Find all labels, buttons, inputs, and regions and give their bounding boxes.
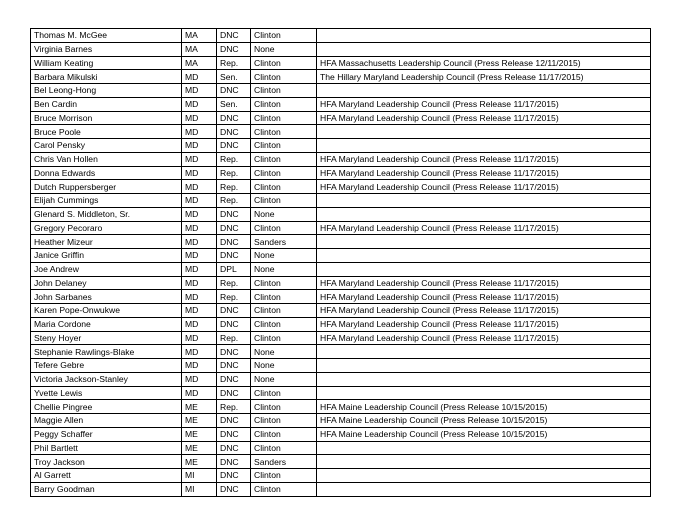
state-cell: MD bbox=[182, 235, 217, 249]
table-row bbox=[31, 304, 651, 318]
candidate-cell: Clinton bbox=[251, 469, 317, 483]
candidate-cell: Clinton bbox=[251, 139, 317, 153]
name-cell: Dutch Ruppersberger bbox=[31, 180, 182, 194]
table-row bbox=[31, 207, 651, 221]
role-cell: DNC bbox=[217, 125, 251, 139]
table-row bbox=[31, 414, 651, 428]
candidate-cell: Clinton bbox=[251, 276, 317, 290]
note-cell bbox=[317, 29, 651, 43]
candidate-cell: Clinton bbox=[251, 111, 317, 125]
name-cell: Maria Cordone bbox=[31, 317, 182, 331]
note-cell bbox=[317, 194, 651, 208]
state-cell: MD bbox=[182, 317, 217, 331]
note-cell: HFA Maryland Leadership Council (Press Release 11/17/2015) bbox=[317, 331, 651, 345]
name-cell: Gregory Pecoraro bbox=[31, 221, 182, 235]
table-row bbox=[31, 427, 651, 441]
name-cell: Steny Hoyer bbox=[31, 331, 182, 345]
state-cell: MI bbox=[182, 469, 217, 483]
candidate-cell: None bbox=[251, 249, 317, 263]
state-cell: MD bbox=[182, 70, 217, 84]
role-cell: DNC bbox=[217, 414, 251, 428]
state-cell: MD bbox=[182, 166, 217, 180]
role-cell: DNC bbox=[217, 317, 251, 331]
table-row bbox=[31, 469, 651, 483]
state-cell: MD bbox=[182, 139, 217, 153]
role-cell: Rep. bbox=[217, 194, 251, 208]
candidate-cell: None bbox=[251, 372, 317, 386]
table-row bbox=[31, 262, 651, 276]
state-cell: MD bbox=[182, 97, 217, 111]
note-cell bbox=[317, 84, 651, 98]
role-cell: DNC bbox=[217, 235, 251, 249]
note-cell bbox=[317, 359, 651, 373]
role-cell: Rep. bbox=[217, 331, 251, 345]
note-cell bbox=[317, 441, 651, 455]
note-cell bbox=[317, 372, 651, 386]
state-cell: ME bbox=[182, 455, 217, 469]
note-cell: HFA Maryland Leadership Council (Press Release 11/17/2015) bbox=[317, 317, 651, 331]
table-row bbox=[31, 455, 651, 469]
state-cell: MD bbox=[182, 359, 217, 373]
state-cell: MD bbox=[182, 207, 217, 221]
candidate-cell: Clinton bbox=[251, 221, 317, 235]
state-cell: MD bbox=[182, 290, 217, 304]
role-cell: DNC bbox=[217, 359, 251, 373]
role-cell: DNC bbox=[217, 455, 251, 469]
name-cell: Bruce Poole bbox=[31, 125, 182, 139]
candidate-cell: Clinton bbox=[251, 304, 317, 318]
state-cell: MA bbox=[182, 29, 217, 43]
role-cell: DNC bbox=[217, 111, 251, 125]
state-cell: MD bbox=[182, 276, 217, 290]
table-row bbox=[31, 152, 651, 166]
note-cell: HFA Maryland Leadership Council (Press Release 11/17/2015) bbox=[317, 97, 651, 111]
note-cell: The Hillary Maryland Leadership Council (Press Release 11/17/2015) bbox=[317, 70, 651, 84]
candidate-cell: Sanders bbox=[251, 455, 317, 469]
name-cell: Joe Andrew bbox=[31, 262, 182, 276]
name-cell: Thomas M. McGee bbox=[31, 29, 182, 43]
note-cell bbox=[317, 469, 651, 483]
candidate-cell: Clinton bbox=[251, 70, 317, 84]
name-cell: Tefere Gebre bbox=[31, 359, 182, 373]
state-cell: MD bbox=[182, 386, 217, 400]
candidate-cell: Clinton bbox=[251, 166, 317, 180]
candidate-cell: Clinton bbox=[251, 331, 317, 345]
candidate-cell: Clinton bbox=[251, 400, 317, 414]
state-cell: MD bbox=[182, 331, 217, 345]
name-cell: Karen Pope-Onwukwe bbox=[31, 304, 182, 318]
name-cell: Carol Pensky bbox=[31, 139, 182, 153]
state-cell: ME bbox=[182, 427, 217, 441]
role-cell: DNC bbox=[217, 386, 251, 400]
name-cell: Barbara Mikulski bbox=[31, 70, 182, 84]
role-cell: DNC bbox=[217, 345, 251, 359]
state-cell: ME bbox=[182, 441, 217, 455]
candidate-cell: Clinton bbox=[251, 97, 317, 111]
name-cell: John Sarbanes bbox=[31, 290, 182, 304]
role-cell: DNC bbox=[217, 139, 251, 153]
role-cell: DNC bbox=[217, 441, 251, 455]
table-row bbox=[31, 84, 651, 98]
note-cell bbox=[317, 482, 651, 496]
role-cell: DNC bbox=[217, 372, 251, 386]
table-row bbox=[31, 372, 651, 386]
state-cell: ME bbox=[182, 414, 217, 428]
table-row bbox=[31, 276, 651, 290]
candidate-cell: None bbox=[251, 207, 317, 221]
note-cell: HFA Maryland Leadership Council (Press Release 11/17/2015) bbox=[317, 221, 651, 235]
role-cell: DNC bbox=[217, 221, 251, 235]
note-cell: HFA Maryland Leadership Council (Press Release 11/17/2015) bbox=[317, 180, 651, 194]
note-cell: HFA Maryland Leadership Council (Press Release 11/17/2015) bbox=[317, 276, 651, 290]
state-cell: MD bbox=[182, 152, 217, 166]
candidate-cell: Clinton bbox=[251, 386, 317, 400]
name-cell: Phil Bartlett bbox=[31, 441, 182, 455]
state-cell: MD bbox=[182, 262, 217, 276]
candidate-cell: Clinton bbox=[251, 56, 317, 70]
role-cell: DNC bbox=[217, 29, 251, 43]
state-cell: MD bbox=[182, 194, 217, 208]
role-cell: DNC bbox=[217, 469, 251, 483]
note-cell bbox=[317, 42, 651, 56]
table-row bbox=[31, 235, 651, 249]
table-row bbox=[31, 97, 651, 111]
role-cell: Rep. bbox=[217, 152, 251, 166]
role-cell: Rep. bbox=[217, 400, 251, 414]
name-cell: Victoria Jackson-Stanley bbox=[31, 372, 182, 386]
name-cell: William Keating bbox=[31, 56, 182, 70]
note-cell: HFA Maryland Leadership Council (Press Release 11/17/2015) bbox=[317, 166, 651, 180]
role-cell: DNC bbox=[217, 84, 251, 98]
name-cell: John Delaney bbox=[31, 276, 182, 290]
note-cell: HFA Maryland Leadership Council (Press Release 11/17/2015) bbox=[317, 152, 651, 166]
table-row bbox=[31, 441, 651, 455]
table-row bbox=[31, 359, 651, 373]
state-cell: MI bbox=[182, 482, 217, 496]
table-row bbox=[31, 29, 651, 43]
note-cell bbox=[317, 345, 651, 359]
candidate-cell: Clinton bbox=[251, 427, 317, 441]
name-cell: Yvette Lewis bbox=[31, 386, 182, 400]
state-cell: MD bbox=[182, 84, 217, 98]
candidate-cell: None bbox=[251, 42, 317, 56]
candidate-cell: None bbox=[251, 359, 317, 373]
name-cell: Peggy Schaffer bbox=[31, 427, 182, 441]
name-cell: Ben Cardin bbox=[31, 97, 182, 111]
table-row bbox=[31, 221, 651, 235]
name-cell: Janice Griffin bbox=[31, 249, 182, 263]
candidate-cell: Sanders bbox=[251, 235, 317, 249]
state-cell: MD bbox=[182, 372, 217, 386]
candidate-cell: Clinton bbox=[251, 152, 317, 166]
table-row bbox=[31, 331, 651, 345]
table-row bbox=[31, 139, 651, 153]
state-cell: MD bbox=[182, 180, 217, 194]
note-cell bbox=[317, 249, 651, 263]
role-cell: Rep. bbox=[217, 166, 251, 180]
name-cell: Barry Goodman bbox=[31, 482, 182, 496]
table-row bbox=[31, 56, 651, 70]
role-cell: DNC bbox=[217, 42, 251, 56]
table-row bbox=[31, 317, 651, 331]
note-cell bbox=[317, 125, 651, 139]
role-cell: DNC bbox=[217, 304, 251, 318]
role-cell: Rep. bbox=[217, 180, 251, 194]
candidate-cell: Clinton bbox=[251, 290, 317, 304]
name-cell: Chellie Pingree bbox=[31, 400, 182, 414]
note-cell bbox=[317, 235, 651, 249]
candidate-cell: Clinton bbox=[251, 180, 317, 194]
state-cell: MD bbox=[182, 304, 217, 318]
name-cell: Heather Mizeur bbox=[31, 235, 182, 249]
candidate-cell: Clinton bbox=[251, 29, 317, 43]
state-cell: MD bbox=[182, 249, 217, 263]
candidate-cell: Clinton bbox=[251, 414, 317, 428]
candidate-cell: Clinton bbox=[251, 317, 317, 331]
role-cell: Rep. bbox=[217, 276, 251, 290]
superdelegate-table bbox=[30, 28, 651, 497]
table-row bbox=[31, 345, 651, 359]
role-cell: Rep. bbox=[217, 290, 251, 304]
table-row bbox=[31, 42, 651, 56]
table-row bbox=[31, 111, 651, 125]
table-body bbox=[31, 29, 651, 497]
state-cell: MD bbox=[182, 111, 217, 125]
table-row bbox=[31, 194, 651, 208]
note-cell: HFA Massachusetts Leadership Council (Press Release 12/11/2015) bbox=[317, 56, 651, 70]
table-row bbox=[31, 70, 651, 84]
state-cell: ME bbox=[182, 400, 217, 414]
name-cell: Elijah Cummings bbox=[31, 194, 182, 208]
state-cell: MD bbox=[182, 221, 217, 235]
note-cell: HFA Maryland Leadership Council (Press Release 11/17/2015) bbox=[317, 290, 651, 304]
candidate-cell: Clinton bbox=[251, 84, 317, 98]
role-cell: DNC bbox=[217, 207, 251, 221]
note-cell: HFA Maryland Leadership Council (Press Release 11/17/2015) bbox=[317, 304, 651, 318]
role-cell: DPL bbox=[217, 262, 251, 276]
name-cell: Maggie Allen bbox=[31, 414, 182, 428]
name-cell: Virginia Barnes bbox=[31, 42, 182, 56]
state-cell: MD bbox=[182, 345, 217, 359]
role-cell: DNC bbox=[217, 249, 251, 263]
state-cell: MA bbox=[182, 42, 217, 56]
role-cell: Sen. bbox=[217, 97, 251, 111]
candidate-cell: Clinton bbox=[251, 125, 317, 139]
note-cell bbox=[317, 207, 651, 221]
note-cell bbox=[317, 386, 651, 400]
name-cell: Bel Leong-Hong bbox=[31, 84, 182, 98]
note-cell: HFA Maryland Leadership Council (Press Release 11/17/2015) bbox=[317, 111, 651, 125]
note-cell bbox=[317, 455, 651, 469]
role-cell: DNC bbox=[217, 427, 251, 441]
note-cell: HFA Maine Leadership Council (Press Release 10/15/2015) bbox=[317, 427, 651, 441]
name-cell: Glenard S. Middleton, Sr. bbox=[31, 207, 182, 221]
table-row bbox=[31, 290, 651, 304]
note-cell bbox=[317, 262, 651, 276]
table-row bbox=[31, 400, 651, 414]
role-cell: Rep. bbox=[217, 56, 251, 70]
name-cell: Al Garrett bbox=[31, 469, 182, 483]
candidate-cell: None bbox=[251, 345, 317, 359]
candidate-cell: None bbox=[251, 262, 317, 276]
table-row bbox=[31, 482, 651, 496]
name-cell: Troy Jackson bbox=[31, 455, 182, 469]
name-cell: Donna Edwards bbox=[31, 166, 182, 180]
candidate-cell: Clinton bbox=[251, 194, 317, 208]
table-row bbox=[31, 249, 651, 263]
candidate-cell: Clinton bbox=[251, 441, 317, 455]
state-cell: MA bbox=[182, 56, 217, 70]
name-cell: Stephanie Rawlings-Blake bbox=[31, 345, 182, 359]
table-row bbox=[31, 180, 651, 194]
note-cell: HFA Maine Leadership Council (Press Release 10/15/2015) bbox=[317, 414, 651, 428]
role-cell: Sen. bbox=[217, 70, 251, 84]
table-row bbox=[31, 386, 651, 400]
role-cell: DNC bbox=[217, 482, 251, 496]
name-cell: Bruce Morrison bbox=[31, 111, 182, 125]
table-row bbox=[31, 125, 651, 139]
note-cell: HFA Maine Leadership Council (Press Release 10/15/2015) bbox=[317, 400, 651, 414]
state-cell: MD bbox=[182, 125, 217, 139]
name-cell: Chris Van Hollen bbox=[31, 152, 182, 166]
note-cell bbox=[317, 139, 651, 153]
candidate-cell: Clinton bbox=[251, 482, 317, 496]
table-row bbox=[31, 166, 651, 180]
